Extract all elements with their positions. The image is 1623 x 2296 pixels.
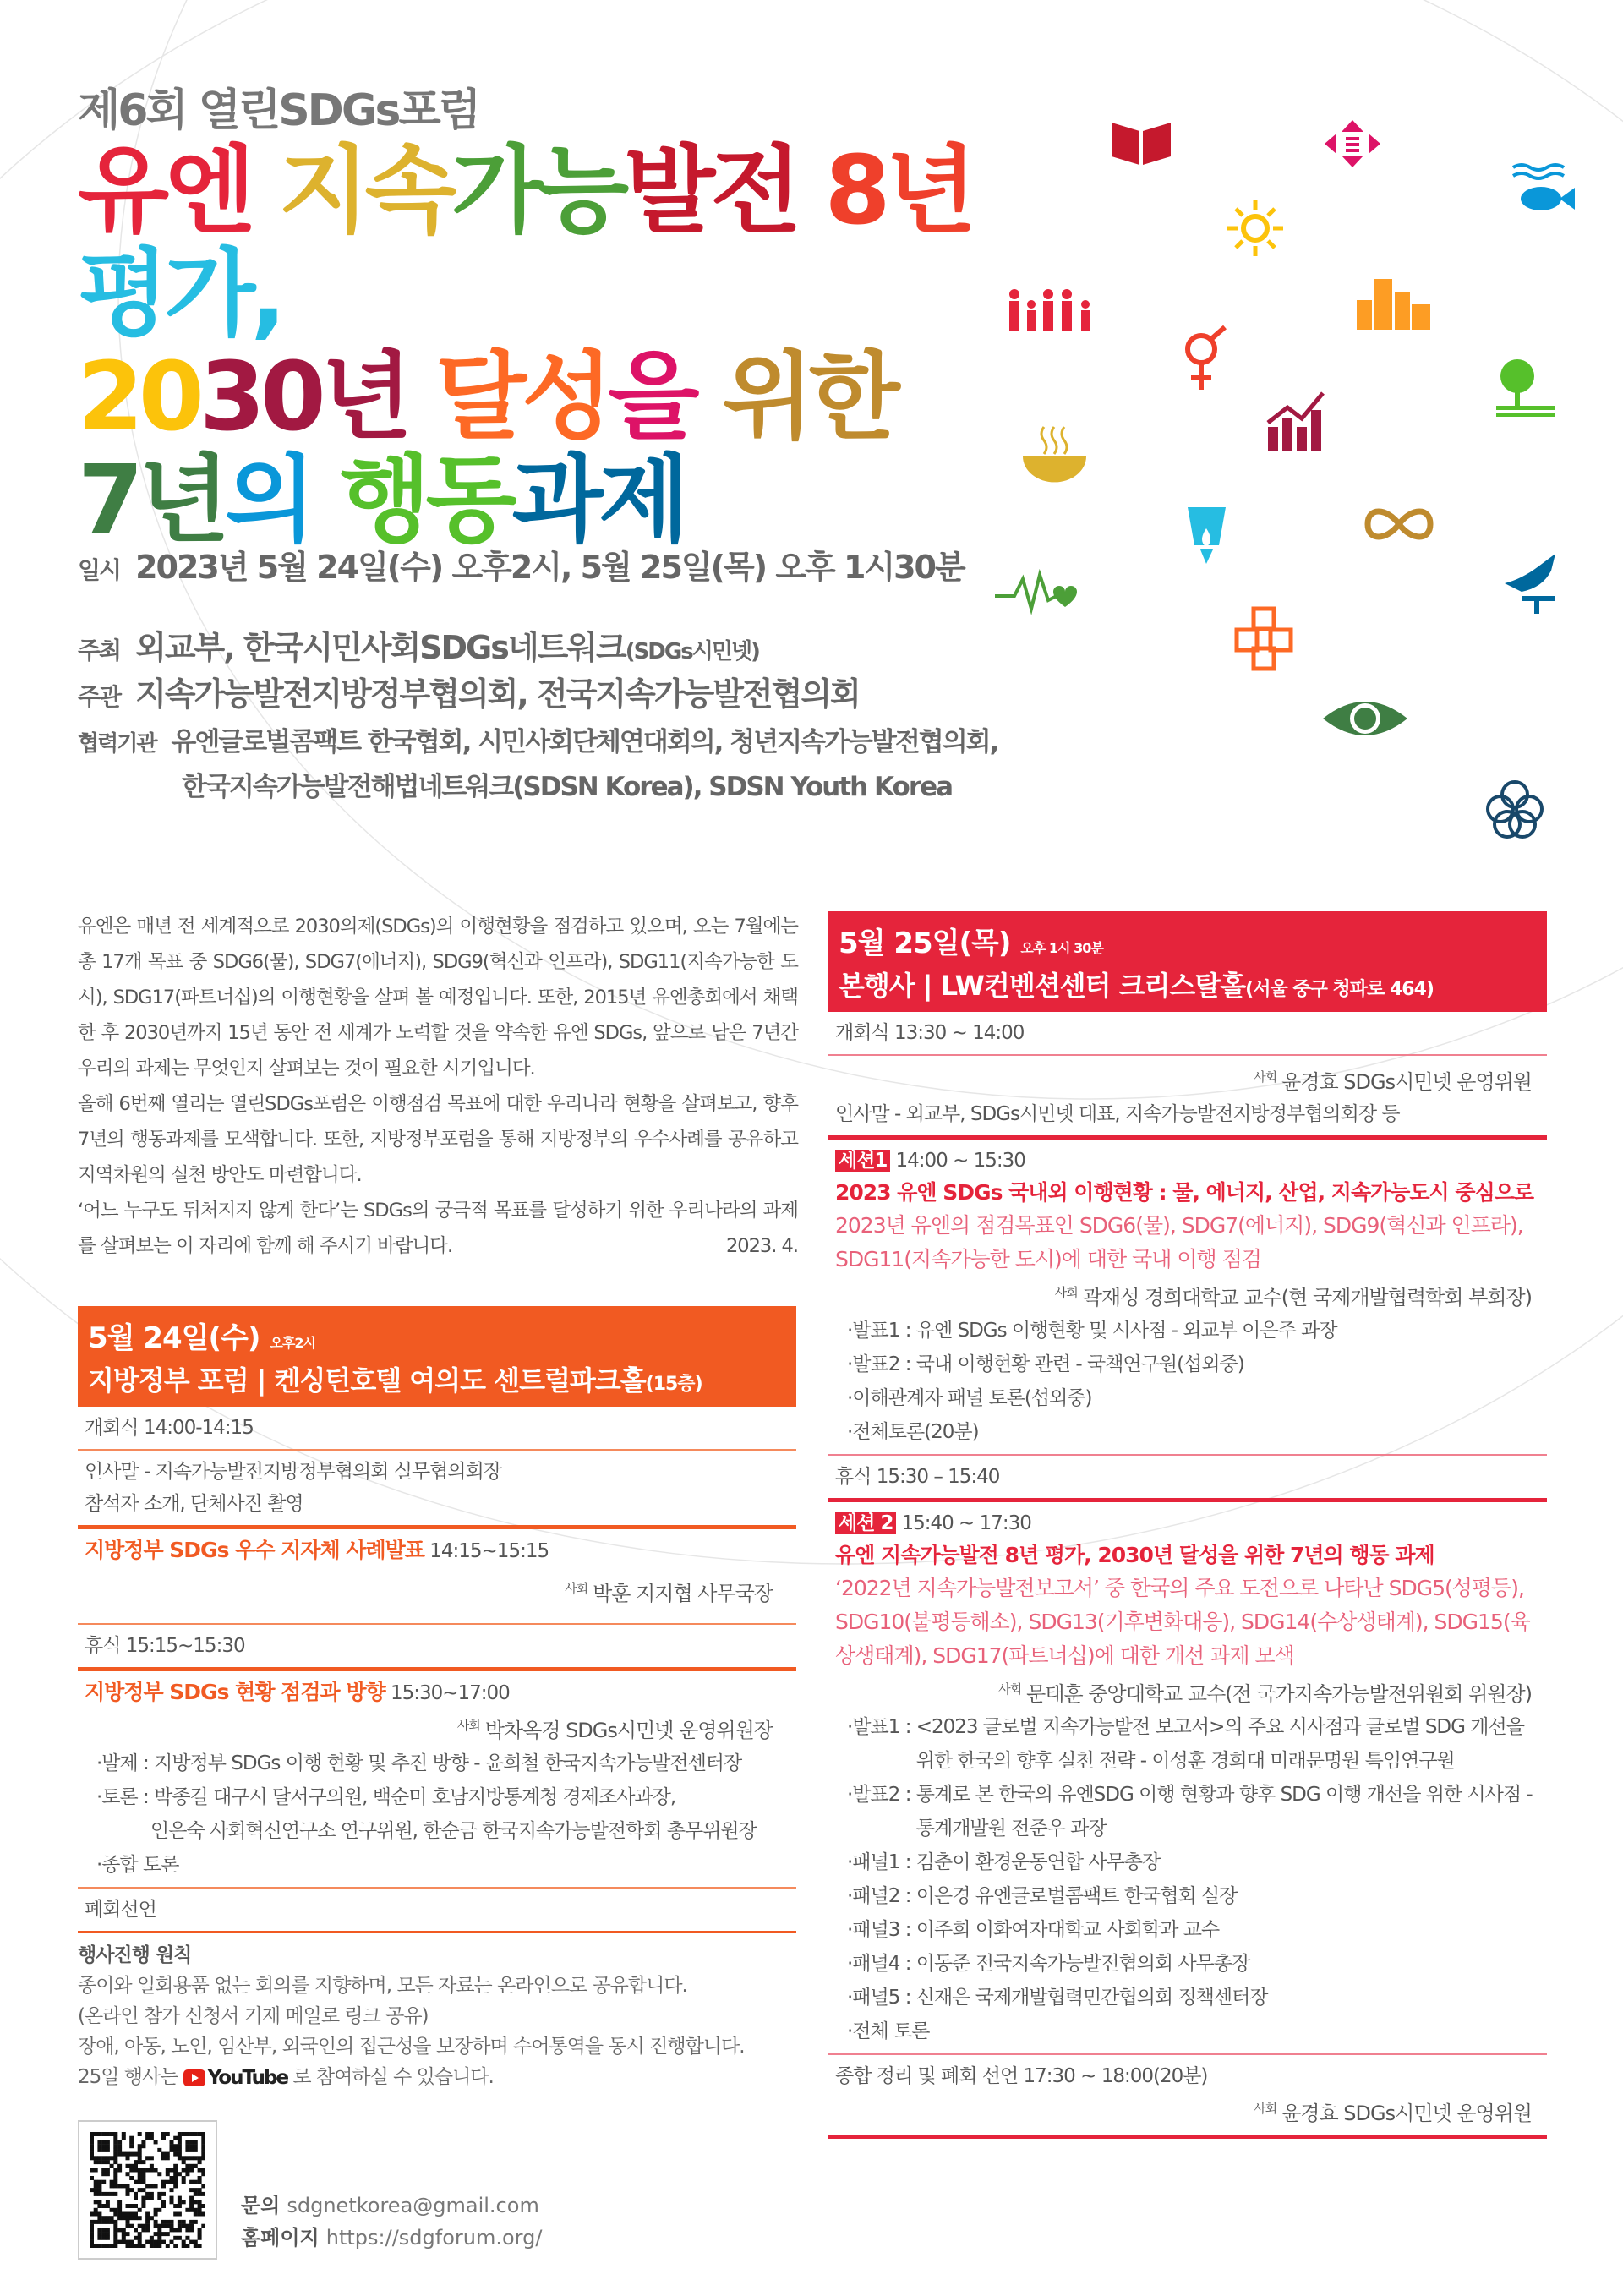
host-row	[78, 621, 759, 668]
item-text: 이주희 이화여자대학교 사회학과 교수	[915, 1919, 1220, 1941]
day2-s2-time: 15:40 ~ 17:30	[901, 1512, 1031, 1534]
principle-line: (온라인 참가 신청서 기재 메일로 링크 공유)	[78, 2005, 429, 2027]
host-label: 주최	[78, 637, 121, 664]
day1-s1-time: 14:15~15:15	[429, 1540, 549, 1562]
day2-s2-title: 유엔 지속가능발전 8년 평가, 2030년 달성을 위한 7년의 행동 과제	[835, 1543, 1434, 1567]
fish-icon	[1509, 161, 1577, 220]
intro-paragraph-3: ‘어느 누구도 뒤처지지 않게 한다’는 SDGs의 궁극적 목표를 달성하기 위한 우리나라의 과제를 살펴보는 이 자리에 함께 해 주시기 바랍니다.	[78, 1200, 798, 1257]
item-text: 김춘이 환경운동연합 사무총장	[915, 1851, 1161, 1873]
day2-place-address: (서울 중구 청파로 464)	[1245, 979, 1434, 1000]
item-text: 신재은 국제개발협력민간협의회 정책센터장	[915, 1987, 1268, 2009]
item-lead: ·전체 토론	[847, 2020, 930, 2042]
homepage-link[interactable]: https://sdgforum.org/	[325, 2226, 543, 2250]
day2-s1-moderator: 곽재성 경희대학교 교수(현 국제개발협력학회 부회장)	[1082, 1286, 1532, 1309]
moderator-label: 사회	[565, 1581, 588, 1596]
principle-line: 장애, 아동, 노인, 임산부, 외국인의 접근성을 보장하며 수어통역을 동시 진행합니다.	[78, 2036, 745, 2058]
book-icon	[1107, 110, 1175, 169]
day2-greeting: 인사말 - 외교부, SDGs시민넷 대표, 지속가능발전지방정부협의회장 등	[835, 1103, 1400, 1125]
day2-break: 휴식 15:30 – 15:40	[828, 1454, 1547, 1498]
item-lead: ·패널5 :	[847, 1987, 916, 2009]
intro-text	[78, 909, 798, 1264]
organizer-row	[78, 668, 860, 714]
day2-s2-item	[835, 1879, 1540, 1913]
session1-tag: 세션1	[835, 1150, 890, 1172]
water-drop-icon	[1183, 503, 1230, 566]
gender-equality-icon	[1179, 325, 1230, 393]
cubes-icon	[1230, 604, 1298, 672]
day1-greeting: 인사말 - 지속가능발전지방정부협의회 실무협의회장	[85, 1461, 502, 1483]
day1-closing: 폐회선언	[78, 1887, 796, 1931]
intro-paragraph-1: 유엔은 매년 전 세계적으로 2030의제(SDGs)의 이행현황을 점검하고 있으며, 오는 7월에는 총 17개 목표 중 SDG6(물), SDG7(에너지), SDG9(혁신과 인프라), SDG11(지속가능한 도시), SDG17(파트너십)의 이행현황을 살펴 볼 예정입니다. 또한, 2015년 유엔총회에서 채택한 후 2030년까지 15년 동안 전 세계가 노력할 것을 약속한 유엔 SDGs, 앞으로 남은 7년간 우리의 과제는 무엇인지 살펴보는 것이 필요한 시기입니다.	[78, 916, 798, 1080]
flower-rings-icon	[1484, 778, 1547, 841]
infinity-icon	[1361, 503, 1437, 545]
organizer-value: 지속가능발전지방정부협의회, 전국지속가능발전협의회	[135, 675, 860, 713]
title-segment: 평가,	[78, 239, 281, 349]
day2-s1-item: ·발표2 : 국내 이행현황 관련 - 국책연구원(섭외중)	[847, 1353, 1244, 1375]
title-segment: 과제	[511, 446, 686, 555]
day1-s2-moderator: 박차옥경 SDGs시민넷 운영위원장	[484, 1719, 773, 1742]
day2-s2-description: ‘2022년 지속가능발전보고서’ 중 한국의 주요 도전으로 나타난 SDG5(성평등), SDG10(불평등해소), SDG13(기후변화대응), SDG14(수상생태계), SDG15(육상생태계), SDG17(파트너십)에 대한 개선 과제 모색	[835, 1576, 1530, 1668]
divider	[828, 2135, 1547, 2139]
peace-dove-icon	[1496, 549, 1564, 617]
intro-date: 2023. 4.	[725, 1235, 798, 1257]
day1-s2-time: 15:30~17:00	[390, 1682, 510, 1704]
host-abbrev: (SDGs시민넷)	[625, 639, 759, 664]
youtube-link[interactable]	[183, 2063, 287, 2093]
intro-paragraph-2: 올해 6번째 열리는 열린SDGs포럼은 이행점검 목표에 대한 우리나라 현황을 살펴보고, 향후 7년의 행동과제를 모색합니다. 또한, 지방정부포럼을 통해 지방정부의 우수사례를 공유하고 지역차원의 실천 방안도 마련합니다.	[78, 1093, 798, 1186]
partners-line-1: 유엔글로벌콤팩트 한국협회, 시민사회단체연대회의, 청년지속가능발전협의회,	[171, 727, 998, 757]
principles-title: 행사진행 원칙	[78, 1944, 192, 1966]
item-lead: ·패널3 :	[847, 1919, 916, 1941]
day2-s1-item: ·이해관계자 패널 토론(섭외중)	[847, 1387, 1092, 1409]
eye-earth-icon	[1319, 693, 1412, 744]
title-segment: 30년	[199, 342, 435, 452]
day2-s1-item: ·발표1 : 유엔 SDGs 이행현황 및 시사점 - 외교부 이은주 과장	[847, 1320, 1337, 1342]
day1-item: 인은숙 사회혁신연구소 연구위원, 한순금 한국지속가능발전학회 총무위원장	[150, 1820, 757, 1842]
day2-session1	[828, 1135, 1547, 1454]
day1-date: 5월 24일(수)	[88, 1321, 260, 1355]
day2-time: 오후 1시 30분	[1020, 940, 1103, 956]
day2-s2-item	[835, 1913, 1540, 1947]
date-label: 일시	[78, 556, 121, 584]
title-segment: 위한	[722, 342, 895, 452]
moderator-label: 사회	[1254, 2101, 1277, 2116]
day2-s2-item	[835, 1710, 1540, 1778]
day1-break: 휴식 15:15~15:30	[78, 1623, 796, 1667]
moderator-label: 사회	[1254, 1069, 1277, 1085]
title-segment: 20	[78, 342, 199, 452]
food-bowl-icon	[1019, 423, 1090, 486]
title-segment: 행동	[339, 446, 512, 555]
day1-place: 지방정부 포럼 | 켄싱턴호텔 여의도 센트럴파크홀	[88, 1364, 646, 1397]
session2-tag: 세션 2	[835, 1512, 896, 1534]
day1-time: 오후2시	[270, 1335, 315, 1351]
qr-code-pattern	[90, 2132, 205, 2248]
day2-closing-moderator: 윤경효 SDGs시민넷 운영위원	[1281, 2102, 1532, 2125]
day2-header	[828, 911, 1547, 1012]
title-segment: 발전	[624, 136, 825, 246]
day2-s1-description: 2023년 유엔의 점검목표인 SDG6(물), SDG7(에너지), SDG9(혁신과 인프라), SDG11(지속가능한 도시)에 대한 국내 이행 점검	[835, 1213, 1523, 1271]
title-segment: 지속	[278, 136, 451, 246]
inquiry-label: 문의	[241, 2194, 281, 2217]
day2-s2-items	[835, 1710, 1540, 2048]
day1-greeting-block	[78, 1449, 796, 1525]
day2-s2-item	[835, 1778, 1540, 1845]
day1-place-floor: (15층)	[645, 1374, 702, 1395]
growth-chart-icon	[1264, 389, 1327, 452]
youtube-label: YouTube	[207, 2066, 288, 2089]
arrows-icon	[1323, 118, 1382, 169]
day2-s2-moderator: 문태훈 중앙대학교 교수(전 국가지속가능발전위원회 위원장)	[1026, 1682, 1532, 1706]
day2-s2-item	[835, 1947, 1540, 1981]
date-value: 2023년 5월 24일(수) 오후2시, 5월 25일(목) 오후 1시30분	[135, 549, 965, 586]
item-lead: ·발표2 :	[847, 1784, 916, 1806]
host-value: 외교부, 한국시민사회SDGs네트워크	[135, 629, 626, 666]
principle-line: 종이와 일회용품 없는 회의를 지향하며, 모든 자료는 온라인으로 공유합니다.	[78, 1975, 687, 1997]
title-segment: 7년	[78, 446, 226, 555]
sun-icon	[1226, 199, 1285, 258]
title-line-3	[78, 446, 1075, 555]
youtube-line-prefix: 25일 행사는	[78, 2066, 178, 2088]
day2-s2-item	[835, 2014, 1540, 2048]
family-icon	[1006, 287, 1099, 334]
homepage-label: 홈페이지	[241, 2226, 320, 2250]
day2-s1-item: ·전체토론(20분)	[847, 1421, 979, 1443]
day2-date: 5월 25일(목)	[839, 927, 1011, 960]
day2-opening-moderator: 윤경효 SDGs시민넷 운영위원	[1281, 1070, 1532, 1094]
item-text: 이동준 전국지속가능발전협의회 사무총장	[915, 1953, 1250, 1975]
day1-s1-moderator: 박훈 지지협 사무국장	[593, 1582, 773, 1605]
item-text: 이은경 유엔글로벌콤팩트 한국협회 실장	[915, 1885, 1238, 1907]
contact-email[interactable]: sdgnetkorea@gmail.com	[287, 2194, 539, 2217]
day2-place: 본행사 | LW컨벤션센터 크리스탈홀	[839, 970, 1246, 1002]
day2-opening: 개회식 13:30 ~ 14:00	[835, 1022, 1025, 1044]
title-segment: 의	[225, 446, 340, 555]
tree-icon	[1492, 351, 1560, 418]
item-lead: ·패널1 :	[847, 1851, 916, 1873]
day2-closing: 종합 정리 및 폐회 선언 17:30 ~ 18:00(20분)	[835, 2065, 1208, 2087]
day1-session2	[78, 1667, 796, 1887]
partners-label: 협력기관	[78, 731, 156, 757]
moderator-label: 사회	[1054, 1285, 1078, 1300]
item-lead: ·패널4 :	[847, 1953, 916, 1975]
title-segment: 달성	[434, 342, 609, 452]
partners-line-2: 한국지속가능발전해법네트워크(SDSN Korea), SDSN Youth Korea	[182, 772, 953, 802]
forum-subtitle: 제6회 열린SDGs포럼	[78, 85, 478, 136]
title-segment: 가능	[451, 136, 625, 246]
day2-schedule	[828, 911, 1547, 2139]
item-lead: ·발표1 :	[847, 1716, 916, 1738]
divider	[78, 1931, 796, 1933]
day1-item: ·발제 : 지방정부 SDGs 이행 현황 및 추진 방향 - 윤희철 한국지속가능발전센터장	[96, 1752, 742, 1774]
day1-s1-title: 지방정부 SDGs 우수 지자체 사례발표	[85, 1538, 424, 1562]
day2-s1-time: 14:00 ~ 15:30	[895, 1150, 1025, 1172]
day1-session1	[78, 1525, 796, 1623]
day2-s2-item	[835, 1981, 1540, 2014]
day2-closing-block	[828, 2053, 1547, 2135]
item-text: <2023 글로벌 지속가능발전 보고서>의 주요 시사점과 글로벌 SDG 개선을 위한 한국의 향후 실천 전략 - 이성훈 경희대 미래문명원 특임연구원	[915, 1716, 1524, 1772]
title-segment: 을	[608, 342, 723, 452]
title-segment: 유엔	[78, 136, 279, 246]
organizer-label: 주관	[78, 683, 121, 711]
event-principles	[78, 1940, 805, 2093]
youtube-play-icon	[183, 2069, 205, 2086]
item-lead: ·패널2 :	[847, 1885, 916, 1907]
day2-greeting-block	[828, 1054, 1547, 1135]
day1-schedule	[78, 1306, 796, 1933]
youtube-line-suffix: 로 참여하실 수 있습니다.	[292, 2066, 494, 2088]
qr-code[interactable]	[78, 2120, 217, 2260]
day1-intro: 참석자 소개, 단체사진 촬영	[85, 1493, 303, 1515]
title-line-2	[78, 342, 1075, 452]
day1-item: ·종합 토론	[96, 1854, 179, 1876]
health-pulse-icon	[993, 566, 1082, 617]
main-title	[78, 136, 1075, 555]
day1-opening: 개회식 14:00-14:15	[85, 1417, 254, 1439]
day1-s2-title: 지방정부 SDGs 현황 점검과 방향	[85, 1680, 385, 1704]
day1-header	[78, 1306, 796, 1407]
contact-info	[241, 2189, 542, 2254]
title-segment: 8년	[824, 136, 972, 246]
moderator-label: 사회	[998, 1681, 1022, 1697]
item-text: 통계로 본 한국의 유엔SDG 이행 현황과 향후 SDG 이행 개선을 위한 시사점 - 통계개발원 전준우 과장	[915, 1784, 1533, 1840]
day2-session2	[828, 1498, 1547, 2053]
day2-s2-item	[835, 1845, 1540, 1879]
date-row	[78, 541, 965, 588]
day1-item: ·토론 : 박종길 대구시 달서구의원, 백순미 호남지방통계청 경제조사과장,	[96, 1786, 676, 1808]
moderator-label: 사회	[456, 1718, 480, 1733]
partners-row	[78, 720, 997, 758]
day2-s1-title: 2023 유엔 SDGs 국내외 이행현황 : 물, 에너지, 산업, 지속가능도시 중심으로	[835, 1180, 1534, 1205]
city-icon	[1352, 266, 1433, 330]
title-line-1	[78, 136, 1075, 349]
